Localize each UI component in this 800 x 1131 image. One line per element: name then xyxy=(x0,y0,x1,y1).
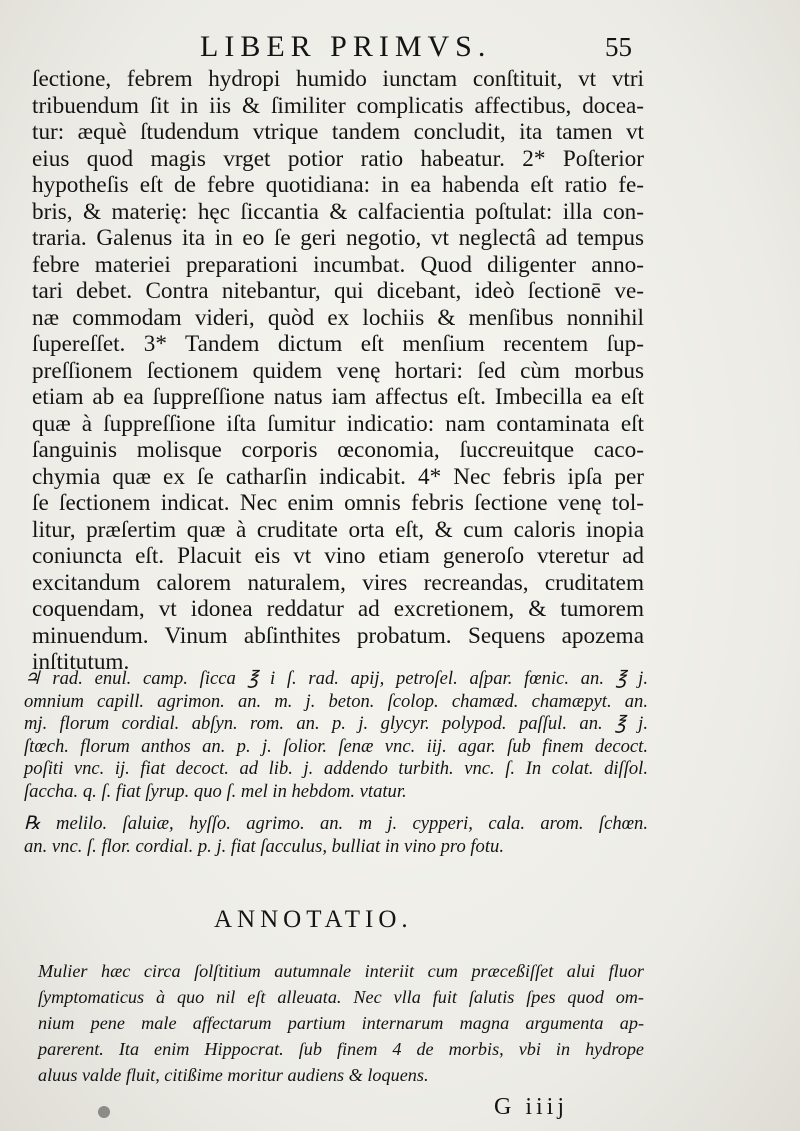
text-line: etiam ab ea ſuppreſſione natus iam affectus eſt. Imbecilla ea eſt xyxy=(32,384,644,410)
text-line: tari debet. Contra nitebantur, qui dicebant, ideò ſectionē ve- xyxy=(32,278,644,304)
text-line: ſectione, febrem hydropi humido iunctam conſtituit, vt vtri xyxy=(32,66,644,92)
main-body-text xyxy=(32,66,644,676)
text-line: inſtitutum. xyxy=(32,649,130,675)
text-line: preſſionem ſectionem quidem venę hortari: ſed cùm morbus xyxy=(32,357,644,384)
text-line: chymia quæ ex ſe catharſin indicabit. 4* Nec febris ipſa per xyxy=(32,463,644,490)
recipe-line: an. vnc. ſ. flor. cordial. p. j. fiat ſacculus, bulliat in vino pro fotu. xyxy=(24,835,504,857)
text-line: febre materiei preparationi incumbat. Quod diligenter anno- xyxy=(32,251,644,278)
recipe-line: ℞ melilo. ſaluiæ, hyſſo. agrimo. an. m j. cypperi, cala. arom. ſchœn. xyxy=(24,813,648,834)
text-line: ſe ſectionem indicat. Nec enim omnis febris ſectione venę tol- xyxy=(32,490,644,516)
recipe-line: poſiti vnc. ij. fiat decoct. ad lib. j. addendo turbith. vnc. ſ. In colat. diſſol. xyxy=(24,758,648,779)
text-line: ſanguinis molisque corporis œconomia, ſuccreuitque caco- xyxy=(32,437,644,463)
annotation-line: parerent. Ita enim Hippocrat. ſub finem 4 de morbis, vbi in hydrope xyxy=(38,1039,644,1059)
text-line: minuendum. Vinum abſinthites probatum. Sequens apozema xyxy=(32,622,644,649)
text-line: excitandum calorem naturalem, vires recreandas, cruditatem xyxy=(32,569,644,596)
recipe-line: mj. florum cordial. abſyn. rom. an. p. j. glycyr. polypod. paſſul. an. ℥ j. xyxy=(24,713,648,734)
signature-mark: G iiij xyxy=(494,1094,569,1120)
text-line: eius quod magis vrget potior ratio habeatur. 2* Poſterior xyxy=(32,145,644,172)
annotation-line: aluus valde fluit, citißime moritur audiens & loquens. xyxy=(38,1065,429,1085)
annotation-line: ſymptomaticus à quo nil eſt alleuata. Nec vlla fuit ſalutis ſpes quod om- xyxy=(38,987,644,1007)
section-heading: ANNOTATIO. xyxy=(214,906,413,933)
recipe-prescription xyxy=(24,668,648,858)
page-hole-mark xyxy=(98,1106,110,1118)
text-line: litur, præſertim quæ à cruditate orta eſt, & cum caloris inopia xyxy=(32,516,644,543)
recipe-line: ſaccha. q. ſ. fiat ſyrup. quo ſ. mel in hebdom. vtatur. xyxy=(24,780,407,802)
annotation-line: Mulier hæc circa ſolſtitium autumnale interiit cum præceßiſſet alui fluor xyxy=(38,961,644,981)
text-line: ſupereſſet. 3* Tandem dictum eſt menſium recentem ſup- xyxy=(32,331,644,357)
text-line: hypotheſis eſt de febre quotidiana: in ea habenda eſt ratio fe- xyxy=(32,172,644,198)
text-line: tur: æquè ſtudendum vtrique tandem concludit, ita tamen vt xyxy=(32,119,644,145)
running-head xyxy=(0,30,800,64)
text-line: quæ à ſuppreſſione iſta ſumitur indicatio: nam contaminata eſt xyxy=(32,410,644,437)
text-line: coniuncta eſt. Placuit eis vt vino etiam generoſo vteretur ad xyxy=(32,543,644,569)
annotation-line: nium pene male affectarum partium internarum magna argumenta ap- xyxy=(38,1013,644,1033)
annotation-text xyxy=(38,958,644,1088)
text-line: traria. Galenus ita in eo ſe geri negotio, vt neglectâ ad tempus xyxy=(32,225,644,251)
text-line: coquendam, vt idonea reddatur ad excretionem, & tumorem xyxy=(32,596,644,622)
page-number: 55 xyxy=(605,32,632,62)
text-line: næ commodam videri, quòd ex lochiis & menſibus nonnihil xyxy=(32,304,644,331)
text-line: tribuendum ſit in iis & ſimiliter complicatis affectibus, docea- xyxy=(32,92,644,119)
text-line: bris, & materię: hęc ſiccantia & calfacientia poſtulat: illa con- xyxy=(32,198,644,225)
recipe-line: ſtœch. florum anthos an. p. j. ſolior. ſenæ vnc. iij. agar. ſub finem decoct. xyxy=(24,735,648,757)
recipe-line: ♃ rad. enul. camp. ſicca ℥ i ſ. rad. apij, petroſel. aſpar. fœnic. an. ℥ j. xyxy=(24,668,648,689)
recipe-line: omnium capill. agrimon. an. m. j. beton. ſcolop. chamæd. chamæpyt. an. xyxy=(24,690,648,712)
running-title: LIBER PRIMVS. xyxy=(200,30,492,63)
